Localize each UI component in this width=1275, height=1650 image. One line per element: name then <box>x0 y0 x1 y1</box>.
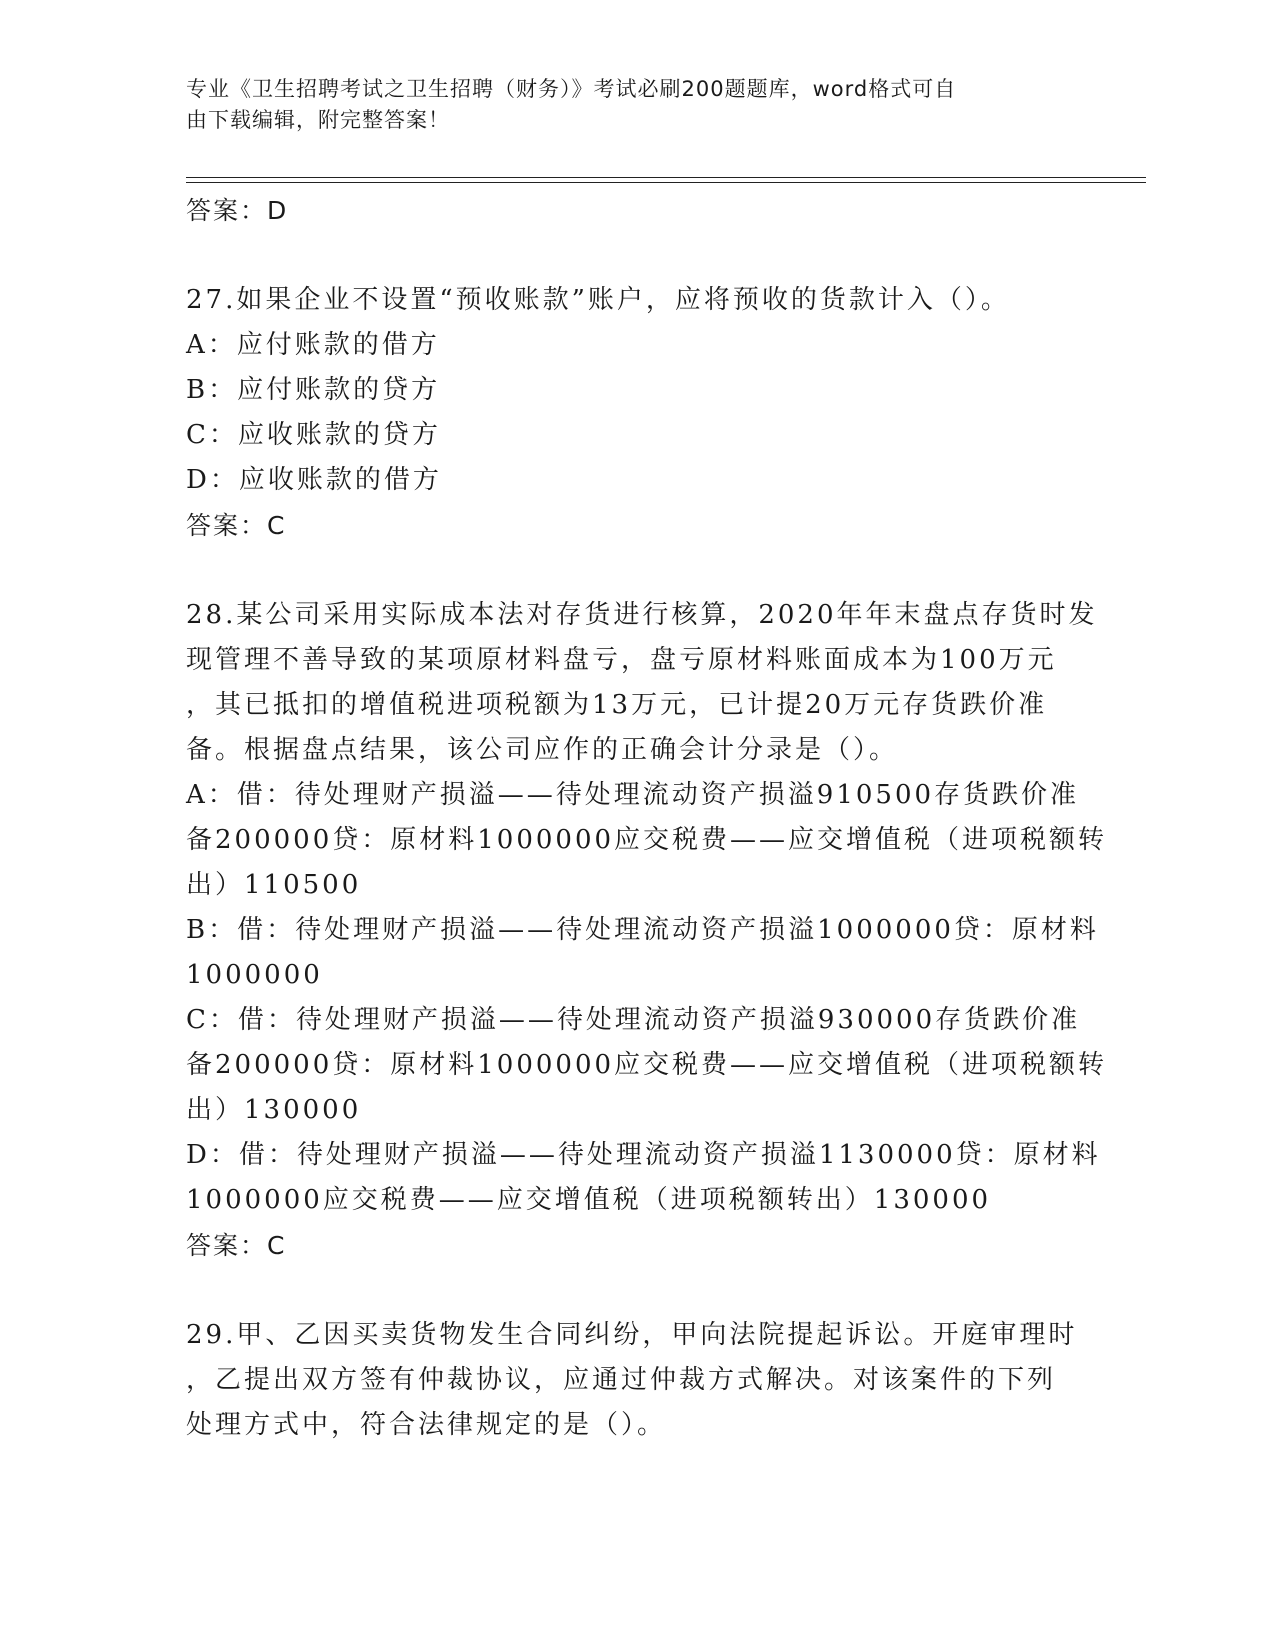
previous-answer: 答案：D <box>186 196 289 225</box>
question-28-text-line: 备。根据盘点结果，该公司应作的正确会计分录是（）。 <box>186 735 899 765</box>
question-28-option-a: A：借：待处理财产损溢——待处理流动资产损溢910500存货跌价准 <box>186 780 1080 810</box>
question-29 <box>186 1313 1086 1448</box>
header-divider-bottom <box>186 182 1146 183</box>
question-27-text: 27.如果企业不设置“预收账款”账户，应将预收的货款计入（）。 <box>186 285 1010 315</box>
spacer <box>186 548 1086 593</box>
question-28-option-c: C：借：待处理财产损溢——待处理流动资产损溢930000存货跌价准 <box>186 1005 1081 1035</box>
question-28-option-d: D：借：待处理财产损溢——待处理流动资产损溢1130000贷：原材料 <box>186 1140 1101 1170</box>
question-28-option-a: 出）110500 <box>186 870 362 900</box>
question-28 <box>186 593 1108 1268</box>
question-27-answer: 答案：C <box>186 511 287 540</box>
header-line-1: 专业《卫生招聘考试之卫生招聘（财务）》考试必刷200题题库，word格式可自 <box>186 77 957 101</box>
document-body <box>186 188 1108 1448</box>
spacer <box>186 1268 1086 1313</box>
question-27-option-d: D：应收账款的借方 <box>186 465 442 495</box>
question-27-option-c: C：应收账款的贷方 <box>186 420 441 450</box>
question-29-text-line: ，乙提出双方签有仲裁协议，应通过仲裁方式解决。对该案件的下列 <box>186 1365 1057 1395</box>
question-28-option-b: 1000000 <box>186 960 323 990</box>
question-28-option-c: 出）130000 <box>186 1095 362 1125</box>
question-29-text-line: 处理方式中，符合法律规定的是（）。 <box>186 1410 667 1440</box>
question-28-text-line: ，其已抵扣的增值税进项税额为13万元，已计提20万元存货跌价准 <box>186 690 1048 720</box>
question-28-text-line: 现管理不善导致的某项原材料盘亏，盘亏原材料账面成本为100万元 <box>186 645 1057 675</box>
question-27 <box>186 278 1086 548</box>
question-27-option-a: A：应付账款的借方 <box>186 330 440 360</box>
question-29-text-line: 29.甲、乙因买卖货物发生合同纠纷，甲向法院提起诉讼。开庭审理时 <box>186 1320 1078 1350</box>
question-28-option-a: 备200000贷：原材料1000000应交税费——应交增值税（进项税额转 <box>186 825 1108 855</box>
question-28-option-b: B：借：待处理财产损溢——待处理流动资产损溢1000000贷：原材料 <box>186 915 1099 945</box>
question-28-answer: 答案：C <box>186 1231 287 1260</box>
question-28-option-c: 备200000贷：原材料1000000应交税费——应交增值税（进项税额转 <box>186 1050 1108 1080</box>
spacer <box>186 233 1086 278</box>
question-28-text-line: 28.某公司采用实际成本法对存货进行核算，2020年年末盘点存货时发 <box>186 600 1098 630</box>
header-line-2: 由下载编辑，附完整答案！ <box>186 108 450 132</box>
question-27-option-b: B：应付账款的贷方 <box>186 375 441 405</box>
header-divider-top <box>186 177 1146 178</box>
question-28-option-d: 1000000应交税费——应交增值税（进项税额转出）130000 <box>186 1185 992 1215</box>
page-header <box>186 74 1066 136</box>
